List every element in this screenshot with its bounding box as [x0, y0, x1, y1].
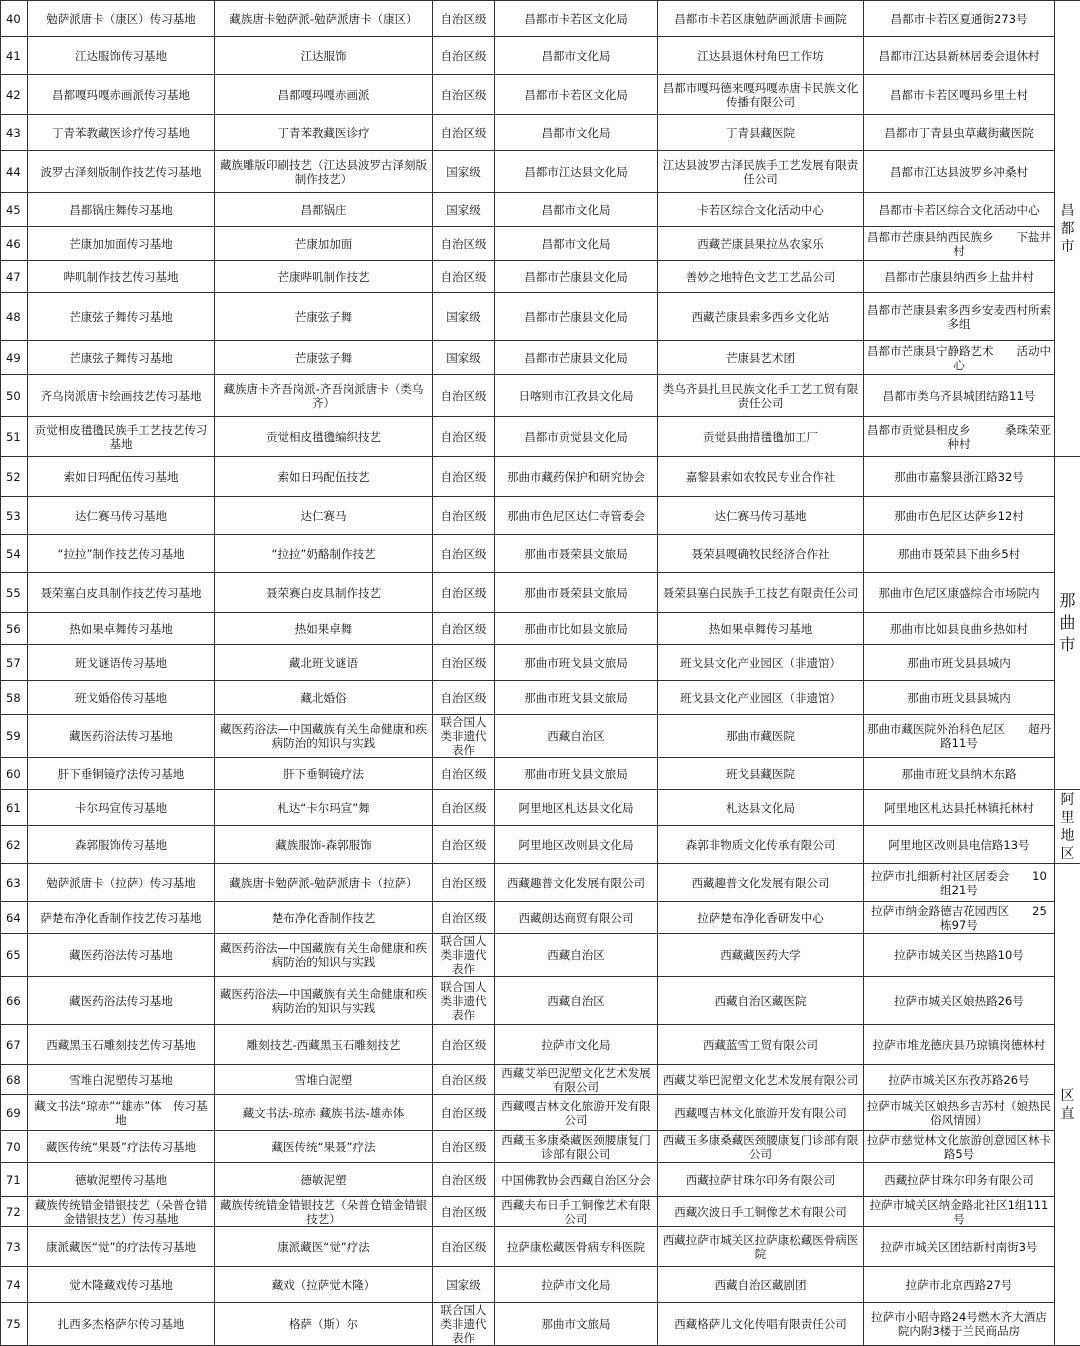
row-number-cell: 54 — [1, 535, 28, 573]
row-number-cell: 59 — [1, 715, 28, 758]
table-row — [1, 1131, 1080, 1163]
address-cell: 昌都市卡若区综合文化活动中心 — [864, 193, 1055, 227]
row-number-cell: 57 — [1, 645, 28, 681]
base-name-cell: 萨楚布净化香制作技艺传习基地 — [28, 902, 215, 934]
base-name-cell: 藏医药浴法传习基地 — [28, 977, 215, 1025]
operator-cell: 西藏自治区藏剧团 — [658, 1267, 864, 1303]
base-name-cell: 西藏黑玉石雕刻技艺传习基地 — [28, 1025, 215, 1065]
level-cell: 自治区级 — [433, 1131, 495, 1163]
table-row — [1, 497, 1080, 535]
row-number-cell: 75 — [1, 1303, 28, 1346]
unit-cell: 昌都市文化局 — [495, 193, 658, 227]
base-name-cell: 班戈谜语传习基地 — [28, 645, 215, 681]
base-name-cell: 索如日玛配伍传习基地 — [28, 457, 215, 497]
level-cell: 自治区级 — [433, 1163, 495, 1197]
operator-cell: 丁青县藏医院 — [658, 115, 864, 151]
address-cell: 拉萨市城关区东孜苏路26号 — [864, 1065, 1055, 1095]
row-number-cell: 66 — [1, 977, 28, 1025]
operator-cell: 西藏拉萨甘珠尔印务有限公司 — [658, 1163, 864, 1197]
level-cell: 自治区级 — [433, 1, 495, 37]
operator-cell: 西藏趣普文化发展有限公司 — [658, 864, 864, 902]
base-name-cell: 藏医药浴法传习基地 — [28, 934, 215, 977]
address-cell: 拉萨市城关区纳金路北社区1组111号 — [864, 1197, 1055, 1227]
project-name-cell: 肝下垂铜镜疗法 — [215, 758, 433, 790]
project-name-cell: 楚布净化香制作技艺 — [215, 902, 433, 934]
unit-cell: 昌都市卡若区文化局 — [495, 75, 658, 115]
operator-cell: 西藏蓝雪工贸有限公司 — [658, 1025, 864, 1065]
operator-cell: 西藏藏医药大学 — [658, 934, 864, 977]
level-cell: 自治区级 — [433, 902, 495, 934]
unit-cell: 那曲市比如县文旅局 — [495, 613, 658, 645]
level-cell: 自治区级 — [433, 573, 495, 613]
unit-cell: 昌都市文化局 — [495, 37, 658, 75]
operator-cell: 达仁赛马传习基地 — [658, 497, 864, 535]
row-number-cell: 63 — [1, 864, 28, 902]
unit-cell: 那曲市文旅局 — [495, 1303, 658, 1346]
operator-cell: 札达县文化局 — [658, 790, 864, 826]
project-name-cell: 德敏泥塑 — [215, 1163, 433, 1197]
base-name-cell: 哔叽制作技艺传习基地 — [28, 261, 215, 293]
level-cell: 国家级 — [433, 341, 495, 375]
unit-cell: 中国佛教协会西藏自治区分会 — [495, 1163, 658, 1197]
base-name-cell: 雪堆白泥塑传习基地 — [28, 1065, 215, 1095]
unit-cell: 昌都市芒康县文化局 — [495, 341, 658, 375]
project-name-cell: 芒康哔叽制作技艺 — [215, 261, 433, 293]
table-row — [1, 613, 1080, 645]
base-name-cell: 藏医传统“果聂”疗法传习基地 — [28, 1131, 215, 1163]
address-cell: 昌都市贡觉县相皮乡 桑珠荣亚种村 — [864, 417, 1055, 457]
base-name-cell: 芒康弦子舞传习基地 — [28, 293, 215, 341]
unit-cell: 日喀则市江孜县文化局 — [495, 375, 658, 417]
table-row — [1, 293, 1080, 341]
unit-cell: 拉萨康松藏医骨病专科医院 — [495, 1227, 658, 1267]
operator-cell: 班戈县文化产业园区（非遗馆） — [658, 681, 864, 715]
project-name-cell: 索如日玛配伍技艺 — [215, 457, 433, 497]
address-cell: 昌都市类乌齐县城团结路11号 — [864, 375, 1055, 417]
level-cell: 国家级 — [433, 1267, 495, 1303]
project-name-cell: 藏族唐卡齐吾岗派-齐吾岗派唐卡（类乌齐） — [215, 375, 433, 417]
operator-cell: 西藏格萨儿文化传唱有限责任公司 — [658, 1303, 864, 1346]
row-number-cell: 53 — [1, 497, 28, 535]
region-label-changdu — [1055, 1, 1080, 457]
unit-cell: 昌都市文化局 — [495, 115, 658, 151]
unit-cell: 那曲市班戈县文旅局 — [495, 758, 658, 790]
level-cell: 自治区级 — [433, 457, 495, 497]
operator-cell: 芒康县艺术团 — [658, 341, 864, 375]
base-name-cell: 芒康弦子舞传习基地 — [28, 341, 215, 375]
project-name-cell: 藏族传统错金错银技艺（朵普仓错金错银技艺） — [215, 1197, 433, 1227]
operator-cell: 西藏芒康县索多西乡文化站 — [658, 293, 864, 341]
project-name-cell: 藏族唐卡勉萨派-勉萨派唐卡（康区） — [215, 1, 433, 37]
table-row — [1, 341, 1080, 375]
project-name-cell: 昌都锅庄 — [215, 193, 433, 227]
base-name-cell: 卡尔玛宣传习基地 — [28, 790, 215, 826]
row-number-cell: 61 — [1, 790, 28, 826]
table-row — [1, 1197, 1080, 1227]
level-cell: 自治区级 — [433, 826, 495, 864]
operator-cell: 类乌齐县扎旦民族文化手工艺工贸有限责任公司 — [658, 375, 864, 417]
unit-cell: 拉萨市文化局 — [495, 1267, 658, 1303]
base-name-cell: 齐乌岗派唐卡绘画技艺传习基地 — [28, 375, 215, 417]
row-number-cell: 51 — [1, 417, 28, 457]
project-name-cell: 藏文书法-琼赤 藏族书法-雄赤体 — [215, 1095, 433, 1131]
base-name-cell: 觉木隆藏戏传习基地 — [28, 1267, 215, 1303]
row-number-cell: 65 — [1, 934, 28, 977]
level-cell: 国家级 — [433, 193, 495, 227]
row-number-cell: 49 — [1, 341, 28, 375]
region-label-text: 区直 — [1059, 1087, 1076, 1123]
unit-cell: 那曲市聂荣县文旅局 — [495, 573, 658, 613]
row-number-cell: 47 — [1, 261, 28, 293]
unit-cell: 阿里地区改则县文化局 — [495, 826, 658, 864]
table-row — [1, 864, 1080, 902]
table-row — [1, 227, 1080, 261]
project-name-cell: 江达服饰 — [215, 37, 433, 75]
address-cell: 拉萨市扎细新村社区居委会 10组21号 — [864, 864, 1055, 902]
row-number-cell: 41 — [1, 37, 28, 75]
operator-cell: 那曲市藏医院 — [658, 715, 864, 758]
table-row — [1, 1227, 1080, 1267]
table-row — [1, 75, 1080, 115]
base-name-cell: 昌都锅庄舞传习基地 — [28, 193, 215, 227]
level-cell: 自治区级 — [433, 75, 495, 115]
address-cell: 那曲市班戈县纳木东路 — [864, 758, 1055, 790]
project-name-cell: 聂荣赛白皮具制作技艺 — [215, 573, 433, 613]
operator-cell: 西藏自治区藏医院 — [658, 977, 864, 1025]
row-number-cell: 64 — [1, 902, 28, 934]
table-row — [1, 934, 1080, 977]
region-label-ali — [1055, 790, 1080, 864]
row-number-cell: 48 — [1, 293, 28, 341]
table-row — [1, 375, 1080, 417]
address-cell: 拉萨市小昭寺路24号燃木齐大酒店院内附3楼于兰民商品房 — [864, 1303, 1055, 1346]
operator-cell: 贡觉县曲措氆氇加工厂 — [658, 417, 864, 457]
address-cell: 昌都市卡若区嘎玛乡里土村 — [864, 75, 1055, 115]
operator-cell: 卡若区综合文化活动中心 — [658, 193, 864, 227]
level-cell: 自治区级 — [433, 417, 495, 457]
unit-cell: 那曲市藏药保护和研究协会 — [495, 457, 658, 497]
base-name-cell: 肝下垂铜镜疗法传习基地 — [28, 758, 215, 790]
base-name-cell: 达仁赛马传习基地 — [28, 497, 215, 535]
table-row — [1, 1163, 1080, 1197]
table-row — [1, 758, 1080, 790]
operator-cell: 嘉黎县索如农牧民专业合作社 — [658, 457, 864, 497]
address-cell: 拉萨市纳金路德吉花园西区 25栋97号 — [864, 902, 1055, 934]
address-cell: 拉萨市慈觉林文化旅游创意园区林卡路5号 — [864, 1131, 1055, 1163]
unit-cell: 西藏朗达商贸有限公司 — [495, 902, 658, 934]
table-row — [1, 417, 1080, 457]
project-name-cell: 芒康加加面 — [215, 227, 433, 261]
address-cell: 拉萨市城关区团结新村南街3号 — [864, 1227, 1055, 1267]
operator-cell: 昌都市卡若区康勉萨画派唐卡画院 — [658, 1, 864, 37]
unit-cell: 西藏自治区 — [495, 934, 658, 977]
unit-cell: 昌都市芒康县文化局 — [495, 261, 658, 293]
operator-cell: 班戈县藏医院 — [658, 758, 864, 790]
base-name-cell: 芒康加加面传习基地 — [28, 227, 215, 261]
project-name-cell: 札达“卡尔玛宣”舞 — [215, 790, 433, 826]
project-name-cell: 藏北班戈谜语 — [215, 645, 433, 681]
table-row — [1, 826, 1080, 864]
unit-cell: 那曲市班戈县文旅局 — [495, 681, 658, 715]
base-name-cell: 康派藏医“觉”的疗法传习基地 — [28, 1227, 215, 1267]
row-number-cell: 73 — [1, 1227, 28, 1267]
project-name-cell: 热如果卓舞 — [215, 613, 433, 645]
project-name-cell: 藏医药浴法—中国藏族有关生命健康和疾病防治的知识与实践 — [215, 977, 433, 1025]
level-cell: 国家级 — [433, 151, 495, 193]
project-name-cell: 芒康弦子舞 — [215, 341, 433, 375]
unit-cell: 西藏夫布日手工铜像艺术有限公司 — [495, 1197, 658, 1227]
address-cell: 拉萨市城关区娘热路26号 — [864, 977, 1055, 1025]
row-number-cell: 68 — [1, 1065, 28, 1095]
row-number-cell: 58 — [1, 681, 28, 715]
table-row — [1, 1303, 1080, 1346]
table-row — [1, 645, 1080, 681]
level-cell: 联合国人类非遗代表作 — [433, 715, 495, 758]
operator-cell: 西藏芒康县果拉丛农家乐 — [658, 227, 864, 261]
row-number-cell: 62 — [1, 826, 28, 864]
operator-cell: 江达县波罗古泽民族手工艺发展有限责任公司 — [658, 151, 864, 193]
table-row — [1, 151, 1080, 193]
row-number-cell: 60 — [1, 758, 28, 790]
row-number-cell: 52 — [1, 457, 28, 497]
project-name-cell: 藏族唐卡勉萨派-勉萨派唐卡（拉萨） — [215, 864, 433, 902]
base-name-cell: 森郭服饰传习基地 — [28, 826, 215, 864]
project-name-cell: 藏北婚俗 — [215, 681, 433, 715]
address-cell: 拉萨市堆龙德庆县乃琼镇岗德林村 — [864, 1025, 1055, 1065]
unit-cell: 昌都市芒康县文化局 — [495, 293, 658, 341]
operator-cell: 西藏玉多康桑藏医颈腰康复门诊部有限公司 — [658, 1131, 864, 1163]
project-name-cell: 藏戏（拉萨觉木隆） — [215, 1267, 433, 1303]
region-label-text: 阿里地区 — [1059, 791, 1076, 863]
level-cell: 自治区级 — [433, 37, 495, 75]
unit-cell: 拉萨市文化局 — [495, 1025, 658, 1065]
address-cell: 昌都市江达县波罗乡冲桑村 — [864, 151, 1055, 193]
level-cell: 联合国人类非遗代表作 — [433, 934, 495, 977]
operator-cell: 西藏嘎吉林文化旅游开发有限公司 — [658, 1095, 864, 1131]
table-row — [1, 573, 1080, 613]
base-name-cell: 贡觉相皮氆氇民族手工艺技艺传习基地 — [28, 417, 215, 457]
base-name-cell: 波罗古泽刻版制作技艺传习基地 — [28, 151, 215, 193]
table-row — [1, 261, 1080, 293]
level-cell: 自治区级 — [433, 1095, 495, 1131]
unit-cell: 那曲市色尼区达仁寺管委会 — [495, 497, 658, 535]
project-name-cell: “拉拉”奶酪制作技艺 — [215, 535, 433, 573]
row-number-cell: 71 — [1, 1163, 28, 1197]
table-row — [1, 115, 1080, 151]
row-number-cell: 70 — [1, 1131, 28, 1163]
operator-cell: 拉萨楚布净化香研发中心 — [658, 902, 864, 934]
address-cell: 阿里地区札达县托林镇托林村 — [864, 790, 1055, 826]
project-name-cell: 雪堆白泥塑 — [215, 1065, 433, 1095]
address-cell: 那曲市色尼区康盛综合市场院内 — [864, 573, 1055, 613]
address-cell: 昌都市丁青县虫草藏街藏医院 — [864, 115, 1055, 151]
project-name-cell: 达仁赛马 — [215, 497, 433, 535]
project-name-cell: 康派藏医“觉”疗法 — [215, 1227, 433, 1267]
row-number-cell: 69 — [1, 1095, 28, 1131]
address-cell: 那曲市班戈县县城内 — [864, 681, 1055, 715]
table-row — [1, 1267, 1080, 1303]
table-row — [1, 715, 1080, 758]
level-cell: 自治区级 — [433, 681, 495, 715]
unit-cell: 昌都市文化局 — [495, 227, 658, 261]
table-row — [1, 37, 1080, 75]
unit-cell: 西藏自治区 — [495, 977, 658, 1025]
operator-cell: 善妙之地特色文艺工艺品公司 — [658, 261, 864, 293]
level-cell: 自治区级 — [433, 497, 495, 535]
project-name-cell: 藏医传统“果聂”疗法 — [215, 1131, 433, 1163]
unit-cell: 那曲市聂荣县文旅局 — [495, 535, 658, 573]
base-name-cell: 丁青苯教藏医诊疗传习基地 — [28, 115, 215, 151]
address-cell: 那曲市比如县良曲乡热如村 — [864, 613, 1055, 645]
unit-cell: 西藏嘎吉林文化旅游开发有限公司 — [495, 1095, 658, 1131]
row-number-cell: 44 — [1, 151, 28, 193]
unit-cell: 西藏自治区 — [495, 715, 658, 758]
address-cell: 昌都市芒康县宁静路艺术 活动中心 — [864, 341, 1055, 375]
region-label-naqu — [1055, 457, 1080, 790]
address-cell: 昌都市芒康县纳西乡上盐井村 — [864, 261, 1055, 293]
level-cell: 联合国人类非遗代表作 — [433, 1303, 495, 1346]
level-cell: 自治区级 — [433, 613, 495, 645]
project-name-cell: 藏医药浴法—中国藏族有关生命健康和疾病防治的知识与实践 — [215, 715, 433, 758]
address-cell: 拉萨市北京西路27号 — [864, 1267, 1055, 1303]
base-name-cell: 扎西多杰格萨尔传习基地 — [28, 1303, 215, 1346]
base-name-cell: 勉萨派唐卡（拉萨）传习基地 — [28, 864, 215, 902]
address-cell: 昌都市芒康县索多西乡安麦西村所索多组 — [864, 293, 1055, 341]
operator-cell: 聂荣县塞白民族手工技艺有限责任公司 — [658, 573, 864, 613]
address-cell: 拉萨市城关区当热路10号 — [864, 934, 1055, 977]
unit-cell: 昌都市江达县文化局 — [495, 151, 658, 193]
level-cell: 自治区级 — [433, 1025, 495, 1065]
unit-cell: 昌都市卡若区文化局 — [495, 1, 658, 37]
address-cell: 那曲市嘉黎县浙江路32号 — [864, 457, 1055, 497]
operator-cell: 江达县退休村角巴工作坊 — [658, 37, 864, 75]
address-cell: 阿里地区改则县电信路13号 — [864, 826, 1055, 864]
project-name-cell: 贡觉相皮氆氇编织技艺 — [215, 417, 433, 457]
base-name-cell: 昌都嘎玛嘎赤画派传习基地 — [28, 75, 215, 115]
row-number-cell: 46 — [1, 227, 28, 261]
project-name-cell: 丁青苯教藏医诊疗 — [215, 115, 433, 151]
level-cell: 自治区级 — [433, 261, 495, 293]
operator-cell: 聂荣县嘎确牧民经济合作社 — [658, 535, 864, 573]
operator-cell: 热如果卓舞传习基地 — [658, 613, 864, 645]
table-row — [1, 977, 1080, 1025]
project-name-cell: 昌都嘎玛嘎赤画派 — [215, 75, 433, 115]
table-row — [1, 457, 1080, 497]
level-cell: 自治区级 — [433, 227, 495, 261]
table-row — [1, 535, 1080, 573]
row-number-cell: 67 — [1, 1025, 28, 1065]
row-number-cell: 74 — [1, 1267, 28, 1303]
unit-cell: 西藏玉多康桑藏医颈腰康复门诊部有限公司 — [495, 1131, 658, 1163]
base-name-cell: 藏文书法“琼赤”“雄赤”体 传习基地 — [28, 1095, 215, 1131]
project-name-cell: 芒康弦子舞 — [215, 293, 433, 341]
row-number-cell: 72 — [1, 1197, 28, 1227]
row-number-cell: 42 — [1, 75, 28, 115]
base-name-cell: 藏族传统错金错银技艺（朵普仓错金错银技艺）传习基地 — [28, 1197, 215, 1227]
row-number-cell: 45 — [1, 193, 28, 227]
unit-cell: 那曲市班戈县文旅局 — [495, 645, 658, 681]
unit-cell: 昌都市贡觉县文化局 — [495, 417, 658, 457]
region-label-text: 那曲市 — [1059, 590, 1076, 656]
base-name-cell: 江达服饰传习基地 — [28, 37, 215, 75]
level-cell: 自治区级 — [433, 115, 495, 151]
project-name-cell: 雕刻技艺-西藏黑玉石雕刻技艺 — [215, 1025, 433, 1065]
region-label-text: 昌都市 — [1059, 202, 1076, 256]
project-name-cell: 藏医药浴法—中国藏族有关生命健康和疾病防治的知识与实践 — [215, 934, 433, 977]
unit-cell: 西藏艾举巴泥塑文化艺术发展有限公司 — [495, 1065, 658, 1095]
address-cell: 那曲市色尼区达萨乡12村 — [864, 497, 1055, 535]
operator-cell: 西藏艾举巴泥塑文化艺术发展有限公司 — [658, 1065, 864, 1095]
level-cell: 自治区级 — [433, 645, 495, 681]
level-cell: 国家级 — [433, 293, 495, 341]
level-cell: 自治区级 — [433, 375, 495, 417]
operator-cell: 班戈县文化产业园区（非遗馆） — [658, 645, 864, 681]
base-name-cell: 德敏泥塑传习基地 — [28, 1163, 215, 1197]
base-name-cell: “拉拉”制作技艺传习基地 — [28, 535, 215, 573]
region-label-qu — [1055, 864, 1080, 1346]
row-number-cell: 50 — [1, 375, 28, 417]
level-cell: 自治区级 — [433, 1227, 495, 1267]
address-cell: 那曲市聂荣县下曲乡5村 — [864, 535, 1055, 573]
base-name-cell: 勉萨派唐卡（康区）传习基地 — [28, 1, 215, 37]
table-row — [1, 902, 1080, 934]
unit-cell: 阿里地区札达县文化局 — [495, 790, 658, 826]
level-cell: 自治区级 — [433, 790, 495, 826]
level-cell: 联合国人类非遗代表作 — [433, 977, 495, 1025]
row-number-cell: 55 — [1, 573, 28, 613]
address-cell: 西藏拉萨甘珠尔印务有限公司 — [864, 1163, 1055, 1197]
base-name-cell: 班戈婚俗传习基地 — [28, 681, 215, 715]
level-cell: 自治区级 — [433, 864, 495, 902]
project-name-cell: 格萨（斯）尔 — [215, 1303, 433, 1346]
address-cell: 那曲市藏医院外治科色尼区 超丹路11号 — [864, 715, 1055, 758]
base-name-cell: 藏医药浴法传习基地 — [28, 715, 215, 758]
table-row — [1, 193, 1080, 227]
project-name-cell: 藏族雕版印刷技艺（江达县波罗古泽刻版制作技艺） — [215, 151, 433, 193]
level-cell: 自治区级 — [433, 758, 495, 790]
row-number-cell: 40 — [1, 1, 28, 37]
address-cell: 昌都市卡若区夏通街273号 — [864, 1, 1055, 37]
address-cell: 那曲市班戈县县城内 — [864, 645, 1055, 681]
table-row — [1, 1095, 1080, 1131]
row-number-cell: 43 — [1, 115, 28, 151]
operator-cell: 西藏拉萨市城关区拉萨康松藏医骨病医院 — [658, 1227, 864, 1267]
project-name-cell: 藏族服饰-森郭服饰 — [215, 826, 433, 864]
row-number-cell: 56 — [1, 613, 28, 645]
table-row — [1, 1025, 1080, 1065]
base-name-cell: 热如果卓舞传习基地 — [28, 613, 215, 645]
unit-cell: 西藏趣普文化发展有限公司 — [495, 864, 658, 902]
operator-cell: 昌都市嘎玛德来嘎玛嘎赤唐卡民族文化传播有限公司 — [658, 75, 864, 115]
address-cell: 拉萨市城关区娘热乡吉苏村（娘热民俗风情园） — [864, 1095, 1055, 1131]
level-cell: 自治区级 — [433, 535, 495, 573]
operator-cell: 西藏次波日手工铜像艺术有限公司 — [658, 1197, 864, 1227]
table-row — [1, 681, 1080, 715]
level-cell: 自治区级 — [433, 1197, 495, 1227]
table-row — [1, 790, 1080, 826]
table-row — [1, 1, 1080, 37]
address-cell: 昌都市江达县新林居委会退休村 — [864, 37, 1055, 75]
operator-cell: 森郭非物质文化传承有限公司 — [658, 826, 864, 864]
level-cell: 自治区级 — [433, 1065, 495, 1095]
table-row — [1, 1065, 1080, 1095]
address-cell: 昌都市芒康县纳西民族乡 下盐井村 — [864, 227, 1055, 261]
base-name-cell: 聂荣塞白皮具制作技艺传习基地 — [28, 573, 215, 613]
